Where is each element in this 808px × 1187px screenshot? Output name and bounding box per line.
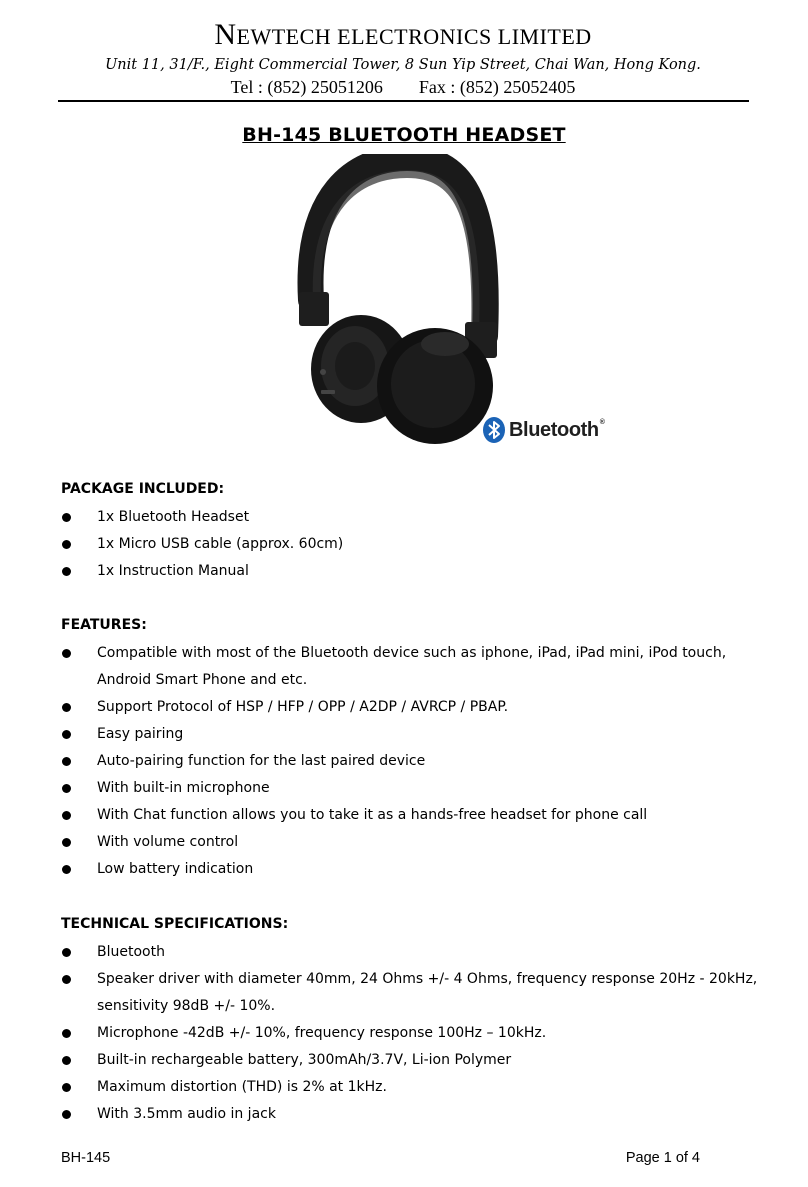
bullet-icon <box>62 540 71 549</box>
bullet-icon <box>62 784 71 793</box>
bullet-icon <box>62 1029 71 1038</box>
fax-number: Fax : (852) 25052405 <box>418 77 576 97</box>
bullet-icon <box>62 811 71 820</box>
letterhead <box>58 14 748 98</box>
company-name: NEWTECH ELECTRONICS LIMITED <box>214 18 592 51</box>
bullet-icon <box>62 513 71 522</box>
bullet-icon <box>62 567 71 576</box>
header-divider <box>58 100 749 102</box>
company-contact <box>58 76 748 98</box>
bullet-icon <box>62 1083 71 1092</box>
company-address: Unit 11, 31/F., Eight Commercial Tower, 8 Sun Yip Street, Chai Wan, Hong Kong. <box>105 57 701 73</box>
specs-heading: TECHNICAL SPECIFICATIONS: <box>61 916 289 932</box>
bullet-icon <box>62 948 71 957</box>
bullet-icon <box>62 730 71 739</box>
tel-number: Tel : (852) 25051206 <box>230 77 383 97</box>
bluetooth-logo <box>483 416 604 444</box>
headset-product-image <box>295 154 505 449</box>
bullet-icon <box>62 649 71 658</box>
features-heading: FEATURES: <box>61 617 147 633</box>
bullet-icon <box>62 1056 71 1065</box>
bullet-icon <box>62 757 71 766</box>
bluetooth-wordmark: Bluetooth® <box>509 418 605 441</box>
bullet-icon <box>62 703 71 712</box>
footer-model: BH-145 <box>61 1150 111 1166</box>
bullet-icon <box>62 865 71 874</box>
bullet-icon <box>62 975 71 984</box>
bluetooth-icon <box>483 417 505 443</box>
document-title: BH-145 BLUETOOTH HEADSET <box>242 124 566 146</box>
bullet-icon <box>62 1110 71 1119</box>
bullet-icon <box>62 838 71 847</box>
package-heading: PACKAGE INCLUDED: <box>61 481 225 497</box>
footer-page-number: Page 1 of 4 <box>625 1150 700 1166</box>
